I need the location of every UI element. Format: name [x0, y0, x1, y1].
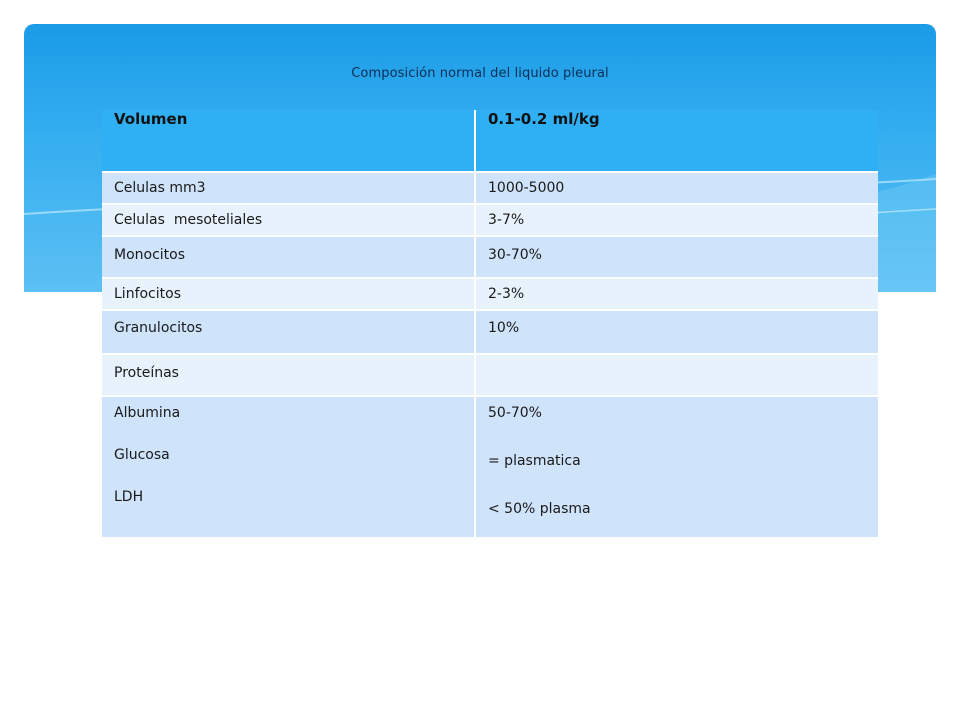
- row-label: Granulocitos: [102, 310, 475, 354]
- header-label: Volumen: [102, 110, 475, 172]
- row-label: Proteínas: [102, 354, 475, 396]
- row-value: 2-3%: [475, 278, 878, 310]
- row-value: 50-70%: [488, 405, 542, 421]
- table-header-row: [102, 110, 878, 172]
- header-value: 0.1-0.2 ml/kg: [475, 110, 878, 172]
- row-value: 30-70%: [475, 236, 878, 278]
- pleural-fluid-table: [102, 110, 878, 539]
- row-label: LDH: [114, 489, 144, 505]
- row-value: < 50% plasma: [488, 501, 591, 517]
- row-value: = plasmatica: [488, 453, 581, 469]
- row-label: Celulas mm3: [102, 172, 475, 204]
- row-label: Linfocitos: [102, 278, 475, 310]
- row-label: Celulas mesoteliales: [102, 204, 475, 236]
- table-row: [102, 172, 878, 204]
- table-row-multiline: [102, 396, 878, 538]
- table-row: [102, 278, 878, 310]
- row-value: 3-7%: [475, 204, 878, 236]
- row-value: 10%: [475, 310, 878, 354]
- row-values-cell: [475, 396, 878, 538]
- row-value: 1000-5000: [475, 172, 878, 204]
- slide-title: Composición normal del liquido pleural: [351, 66, 609, 81]
- table-row: [102, 204, 878, 236]
- row-labels-cell: [102, 396, 475, 538]
- table-row: [102, 236, 878, 278]
- table-row: [102, 354, 878, 396]
- row-label: Albumina: [114, 405, 181, 421]
- row-label: Monocitos: [102, 236, 475, 278]
- row-value: [475, 354, 878, 396]
- row-label: Glucosa: [114, 447, 170, 463]
- table-row: [102, 310, 878, 354]
